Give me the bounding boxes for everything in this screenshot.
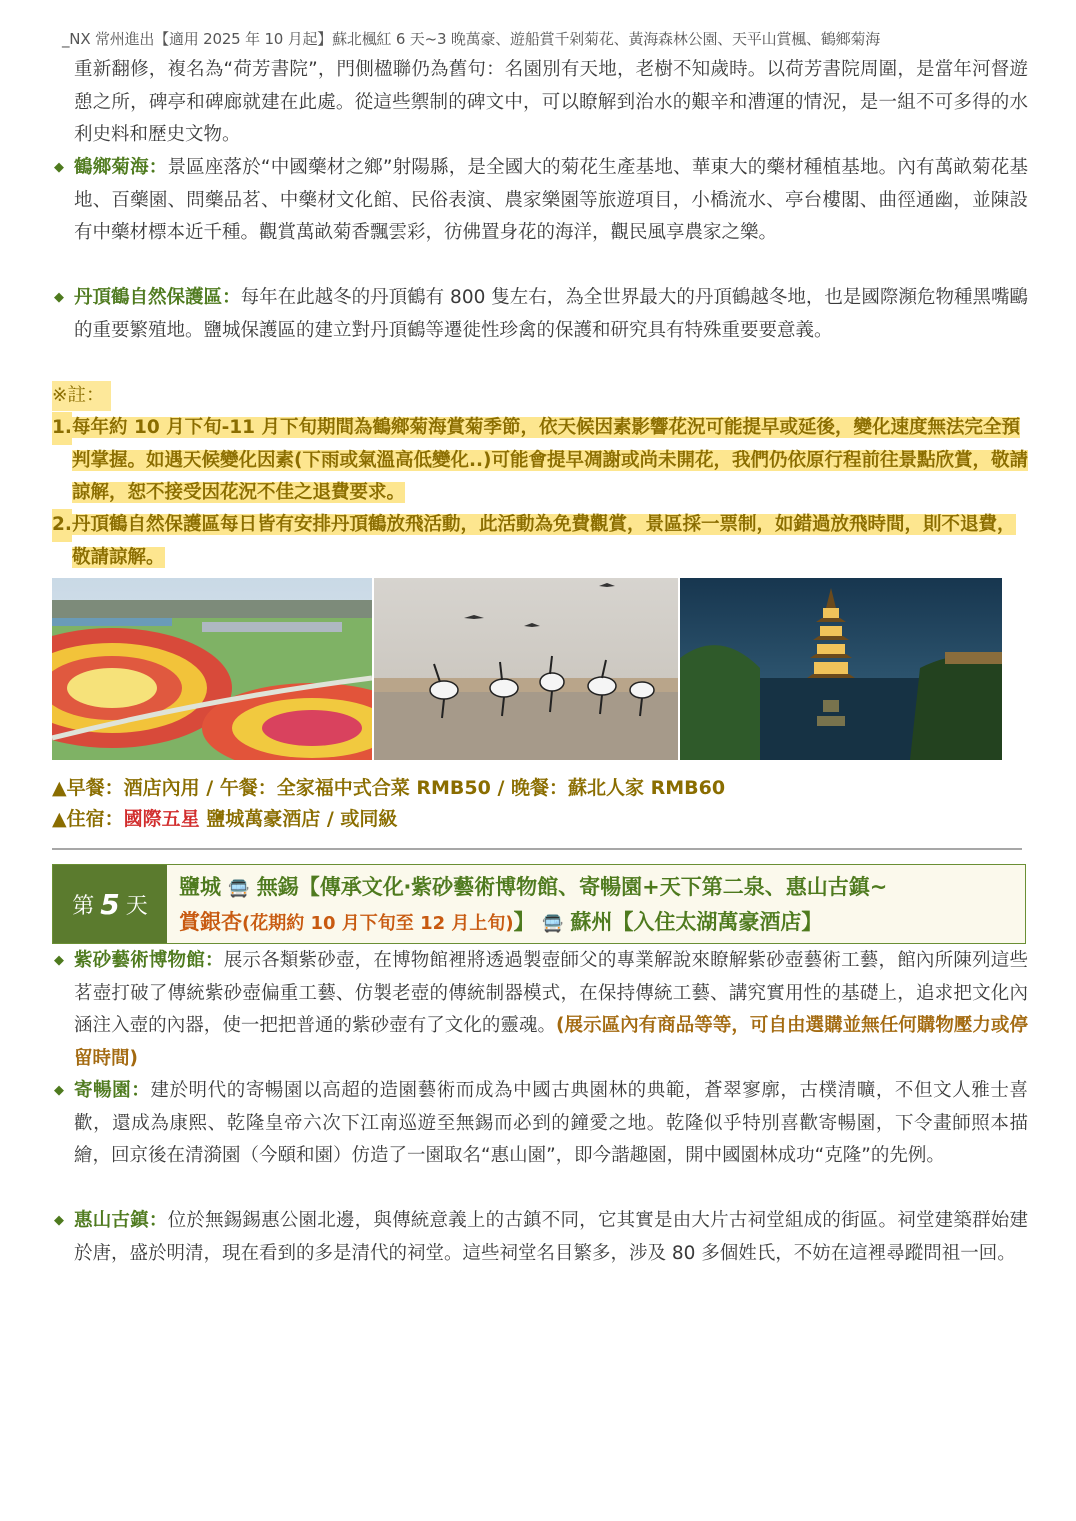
bullet-term: 惠山古鎮： bbox=[74, 1210, 168, 1231]
day-title-b: 賞銀杏 bbox=[179, 910, 242, 934]
bullet-text: 景區座落於“中國藥材之鄉”射陽縣，是全國大的菊花生產基地、華東大的藥材種植基地。內有萬畝菊花基地、百藥園、問藥品茗、中藥材文化館、民俗表演、農家樂園等旅遊項目，小橋流水、亭台樓閣、曲徑通幽，並陳設有中藥材標本近千種。觀賞萬畝菊香飄雲彩，彷佛置身花的海洋，觀民風享農家之樂。 bbox=[74, 157, 1028, 243]
bullet-term: 丹頂鶴自然保護區： bbox=[74, 287, 241, 308]
pagoda-night-photo bbox=[680, 578, 1002, 760]
bullet-zisha-museum bbox=[52, 945, 1028, 1075]
day-title bbox=[179, 871, 1019, 941]
bullet-text: 每年在此越冬的丹頂鶴有 800 隻左右，為全世界最大的丹頂鶴越冬地，也是國際瀕危物種黑嘴鷗的重要繁殖地。鹽城保護區的建立對丹頂鶴等遷徙性珍禽的保護和研究具有特殊重要要意義。 bbox=[74, 287, 1028, 341]
diamond-icon: ◆ bbox=[54, 953, 64, 968]
note-number: 2. bbox=[52, 509, 72, 542]
diamond-icon: ◆ bbox=[54, 1213, 64, 1228]
shopping-note: (展示區內有商品等等，可自由選購並無任何購物壓力或停留時間) bbox=[74, 1015, 1028, 1069]
stay-hotel: 鹽城萬豪酒店 / 或同級 bbox=[199, 808, 398, 830]
note-text: 每年約 10 月下旬-11 月下旬期間為鶴鄉菊海賞菊季節，依天候因素影響花況可能提早或延後，變化速度無法完全預判掌握。如遇天候變化因素(下雨或氣溫高低變化..)可能會提早凋謝或尚未開花，我們仍依原行程前往景點欣賞，敬請諒解，恕不接受因花況不佳之退費要求。 bbox=[72, 417, 1028, 503]
day-number: 5 bbox=[100, 887, 120, 921]
bullet-text: 建於明代的寄暢園以高超的造園藝術而成為中國古典園林的典範，蒼翠寥廓，古樸清曠，不但文人雅士喜歡，還成為康熙、乾隆皇帝六次下江南巡遊至無錫而必到的鐘愛之地。乾隆似乎特別喜歡寄暢園，下令畫師照本描繪，回京後在清漪園（今頤和園）仿造了一園取名“惠山園”，即今諧趣園，開中國園林成功“克隆”的先例。 bbox=[74, 1080, 1028, 1166]
bullet-term: 鶴鄉菊海： bbox=[74, 157, 168, 178]
chrysanthemum-field-photo bbox=[52, 578, 372, 760]
bus-icon: 🚍 bbox=[541, 914, 564, 934]
day-title-e: 蘇州【入住太湖萬豪酒店】 bbox=[570, 910, 823, 934]
day-title-a: 無錫【傳承文化‧紫砂藝術博物館、寄暢園+天下第二泉、惠山古鎮~ bbox=[256, 875, 888, 899]
diamond-icon: ◆ bbox=[54, 160, 64, 175]
diamond-icon: ◆ bbox=[54, 290, 64, 305]
notes-title: ※註： bbox=[52, 381, 111, 411]
bullet-crane-reserve bbox=[52, 282, 1028, 347]
bus-icon: 🚍 bbox=[228, 879, 250, 899]
bullet-term: 寄暢園： bbox=[74, 1080, 151, 1101]
diamond-icon: ◆ bbox=[54, 1083, 64, 1098]
bullet-text: 展示各類紫砂壺，在博物館裡將透過製壺師父的專業解說來瞭解紫砂壺藝術工藝，館內所陳列這些茗壺打破了傳統紫砂壺偏重工藝、仿製老壺的傳統制器模式，在保持傳統工藝、講究實用性的基礎上，追求把文化內涵注入壺的內器，使一把把普通的紫砂壺有了文化的靈魂。 bbox=[74, 950, 1028, 1036]
note-number: 1. bbox=[52, 412, 72, 445]
intro-section bbox=[52, 54, 1028, 152]
bullet-jichang-garden bbox=[52, 1075, 1028, 1173]
day-title-c: (花期約 10 月下旬至 12 月上旬) bbox=[242, 913, 514, 934]
note-item-1 bbox=[52, 412, 1028, 510]
day-tag-suffix: 天 bbox=[125, 893, 148, 919]
bullet-term: 紫砂藝術博物館： bbox=[74, 950, 224, 971]
day-from: 鹽城 bbox=[179, 875, 221, 899]
section-divider bbox=[52, 848, 1022, 850]
note-text: 丹頂鶴自然保護區每日皆有安排丹頂鶴放飛活動，此活動為免費觀賞，景區採一票制，如錯過放飛時間，則不退費，敬請諒解。 bbox=[72, 514, 1016, 568]
stay-prefix: ▲住宿： bbox=[52, 808, 124, 830]
note-item-2 bbox=[52, 509, 1028, 574]
day-title-d: 】 bbox=[513, 910, 535, 934]
intro-paragraph: 重新翻修，複名為“荷芳書院”，門側楹聯仍為舊句：名園別有天地，老樹不知歲時。以荷芳書院周圍，是當年河督遊憩之所，碑亭和碑廊就建在此處。從這些禦制的碑文中，可以瞭解到治水的艱辛和漕運的情況，是一組不可多得的水利史料和歷史文物。 bbox=[74, 59, 1028, 145]
red-crowned-crane-photo bbox=[374, 578, 678, 760]
day-title-season bbox=[242, 910, 514, 934]
day-tag-prefix: 第 bbox=[72, 893, 95, 919]
page-header: _NX 常州進出【適用 2025 年 10 月起】蘇北楓紅 6 天~3 晚萬豪、遊船賞千剁菊花、黃海森林公園、天平山賞楓、鶴鄉菊海 bbox=[62, 30, 881, 48]
meal-info: ▲早餐：酒店內用 / 午餐：全家福中式合菜 RMB50 / 晚餐：蘇北人家 RMB60 bbox=[52, 777, 726, 799]
stay-info bbox=[52, 804, 397, 831]
bullet-huishan-town bbox=[52, 1205, 1028, 1270]
bullet-text: 位於無錫錫惠公園北邊，與傳統意義上的古鎮不同，它其實是由大片古祠堂組成的街區。祠堂建築群始建於唐，盛於明清，現在看到的多是清代的祠堂。這些祠堂名目繁多，涉及 80 多個姓氏，不妨在這裡尋蹤問祖一回。 bbox=[74, 1210, 1028, 1264]
stay-star-rating: 國際五星 bbox=[123, 808, 200, 830]
day-tag bbox=[53, 865, 167, 943]
day-5-header bbox=[52, 864, 1026, 944]
bullet-heshang bbox=[52, 152, 1028, 250]
